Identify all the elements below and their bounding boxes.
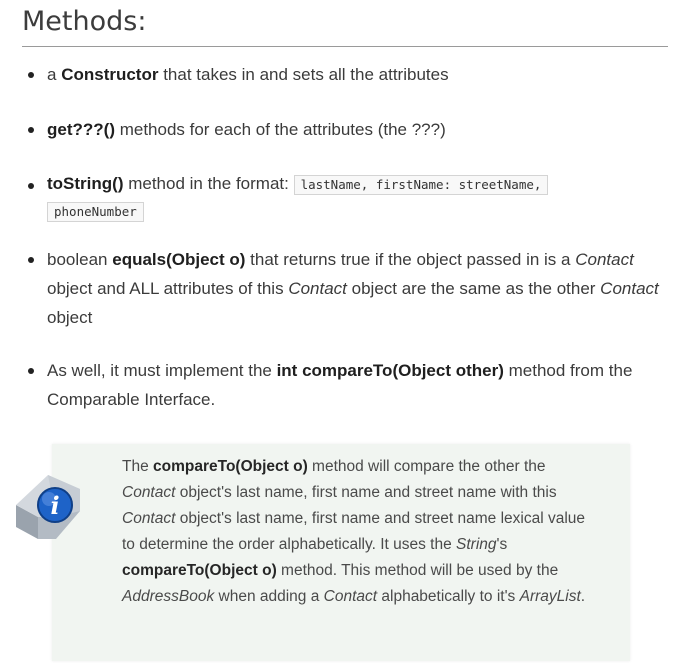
list-item-equals: boolean equals(Object o) that returns true if the object passed in is a Contact object and ALL attributes of this Contact object are the same as the other Contact object xyxy=(0,245,680,332)
code-snippet: lastName, firstName: streetName, xyxy=(294,175,549,195)
methods-heading xyxy=(22,4,668,47)
bullet-icon xyxy=(28,127,34,133)
info-icon xyxy=(8,467,86,541)
note-text: The compareTo(Object o) method will compare the other the Contact object's last name, first name and street name with this Contact object's last name, first name and street name lexical value to determine the order alphabetically. It uses the String's compareTo(Object o) method. This method will be used by the AddressBook when adding a Contact alphabetically to it's ArrayList. xyxy=(122,458,586,605)
list-item-tostring: toString() method in the format: lastName, firstName: streetName, phoneNumber xyxy=(0,171,680,225)
info-note-box xyxy=(52,444,630,661)
methods-list xyxy=(0,58,680,414)
svg-text:i: i xyxy=(50,491,60,520)
bullet-icon xyxy=(28,72,34,78)
code-snippet: phoneNumber xyxy=(47,202,144,222)
list-item-getters: get???() methods for each of the attributes (the ???) xyxy=(0,115,680,144)
page-title: Methods: xyxy=(22,6,147,37)
bullet-icon xyxy=(28,183,34,189)
list-item-constructor: a Constructor that takes in and sets all the attributes xyxy=(0,60,680,89)
bullet-icon xyxy=(28,368,34,374)
list-item-compareto: As well, it must implement the int compareTo(Object other) method from the Comparable Interface. xyxy=(0,356,680,414)
bullet-icon xyxy=(28,257,34,263)
